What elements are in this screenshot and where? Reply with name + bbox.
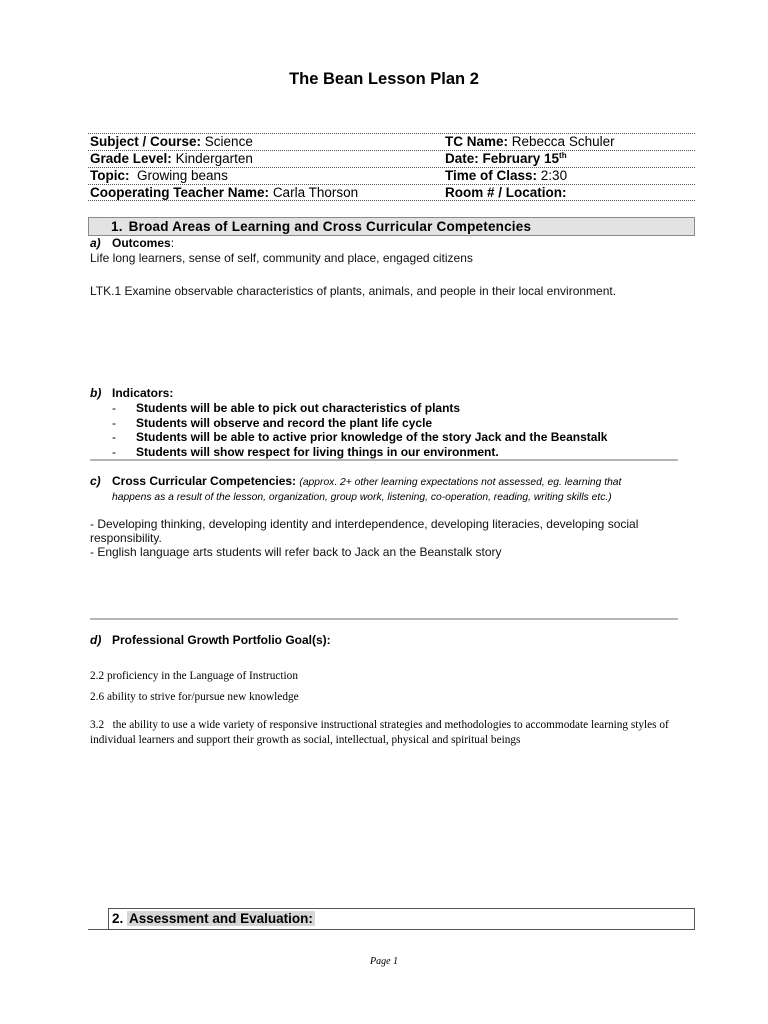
time-cell: Time of Class: 2:30 xyxy=(445,168,568,183)
cross-curricular-note: happens as a result of the lesson, organization, group work, listening, co-operation, reading, writing skills etc.) xyxy=(112,492,612,503)
subject-cell: Subject / Course: Science xyxy=(90,134,253,149)
list-item: - Students will observe and record the plant life cycle xyxy=(112,415,433,430)
info-row-coop xyxy=(88,184,695,201)
list-item: - Students will be able to pick out characteristics of plants xyxy=(112,401,461,415)
info-row-subject xyxy=(88,133,695,150)
divider xyxy=(88,929,695,930)
grade-cell: Grade Level: Kindergarten xyxy=(90,151,253,166)
list-item: - Students will be able to active prior knowledge of the story Jack and the Beanstalk xyxy=(112,430,608,444)
date-cell: Date: February 15th xyxy=(445,151,567,166)
section-1-header: 1. Broad Areas of Learning and Cross Curricular Competencies xyxy=(88,217,695,236)
info-row-topic xyxy=(88,167,695,184)
room-cell: Room # / Location: xyxy=(445,185,567,200)
goal-3-2: 3.2 the ability to use a wide variety of responsive instructional strategies and methodologies to accommodate learning styles of individual learners and support their growth as social, intellectual, physical and spiritual beings xyxy=(90,719,672,746)
indicators-list xyxy=(112,401,607,459)
divider xyxy=(90,618,678,620)
cross-curricular-text-1: - Developing thinking, developing identity and interdependence, developing literacies, developing social responsibility. xyxy=(90,517,639,545)
topic-cell: Topic: Growing beans xyxy=(90,168,228,183)
coop-teacher-cell: Cooperating Teacher Name: Carla Thorson xyxy=(90,185,359,200)
divider xyxy=(90,459,678,461)
page-title: The Bean Lesson Plan 2 xyxy=(289,70,479,88)
lesson-info-table xyxy=(88,133,695,201)
indicators-heading: b) Indicators: xyxy=(90,386,174,400)
outcomes-heading: a) Outcomes: xyxy=(90,236,175,250)
section-2-header: 2. Assessment and Evaluation: xyxy=(108,908,695,930)
outcomes-text: Life long learners, sense of self, community and place, engaged citizens xyxy=(90,251,473,265)
cross-curricular-heading: c) Cross Curricular Competencies: (approx. 2+ other learning expectations not assessed, eg. learning that xyxy=(90,474,622,488)
growth-goals-heading: d) Professional Growth Portfolio Goal(s): xyxy=(90,633,331,647)
tc-name-cell: TC Name: Rebecca Schuler xyxy=(445,134,615,149)
cross-curricular-text-2: - English language arts students will refer back to Jack an the Beanstalk story xyxy=(90,545,502,559)
goal-2-6: 2.6 ability to strive for/pursue new knowledge xyxy=(90,691,299,703)
outcome-ltk1: LTK.1 Examine observable characteristics of plants, animals, and people in their local environment. xyxy=(90,284,617,298)
info-row-grade xyxy=(88,150,695,167)
page-number: Page 1 xyxy=(369,956,399,967)
list-item: - Students will show respect for living things in our environment. xyxy=(112,444,499,459)
goal-2-2: 2.2 proficiency in the Language of Instruction xyxy=(90,670,298,682)
